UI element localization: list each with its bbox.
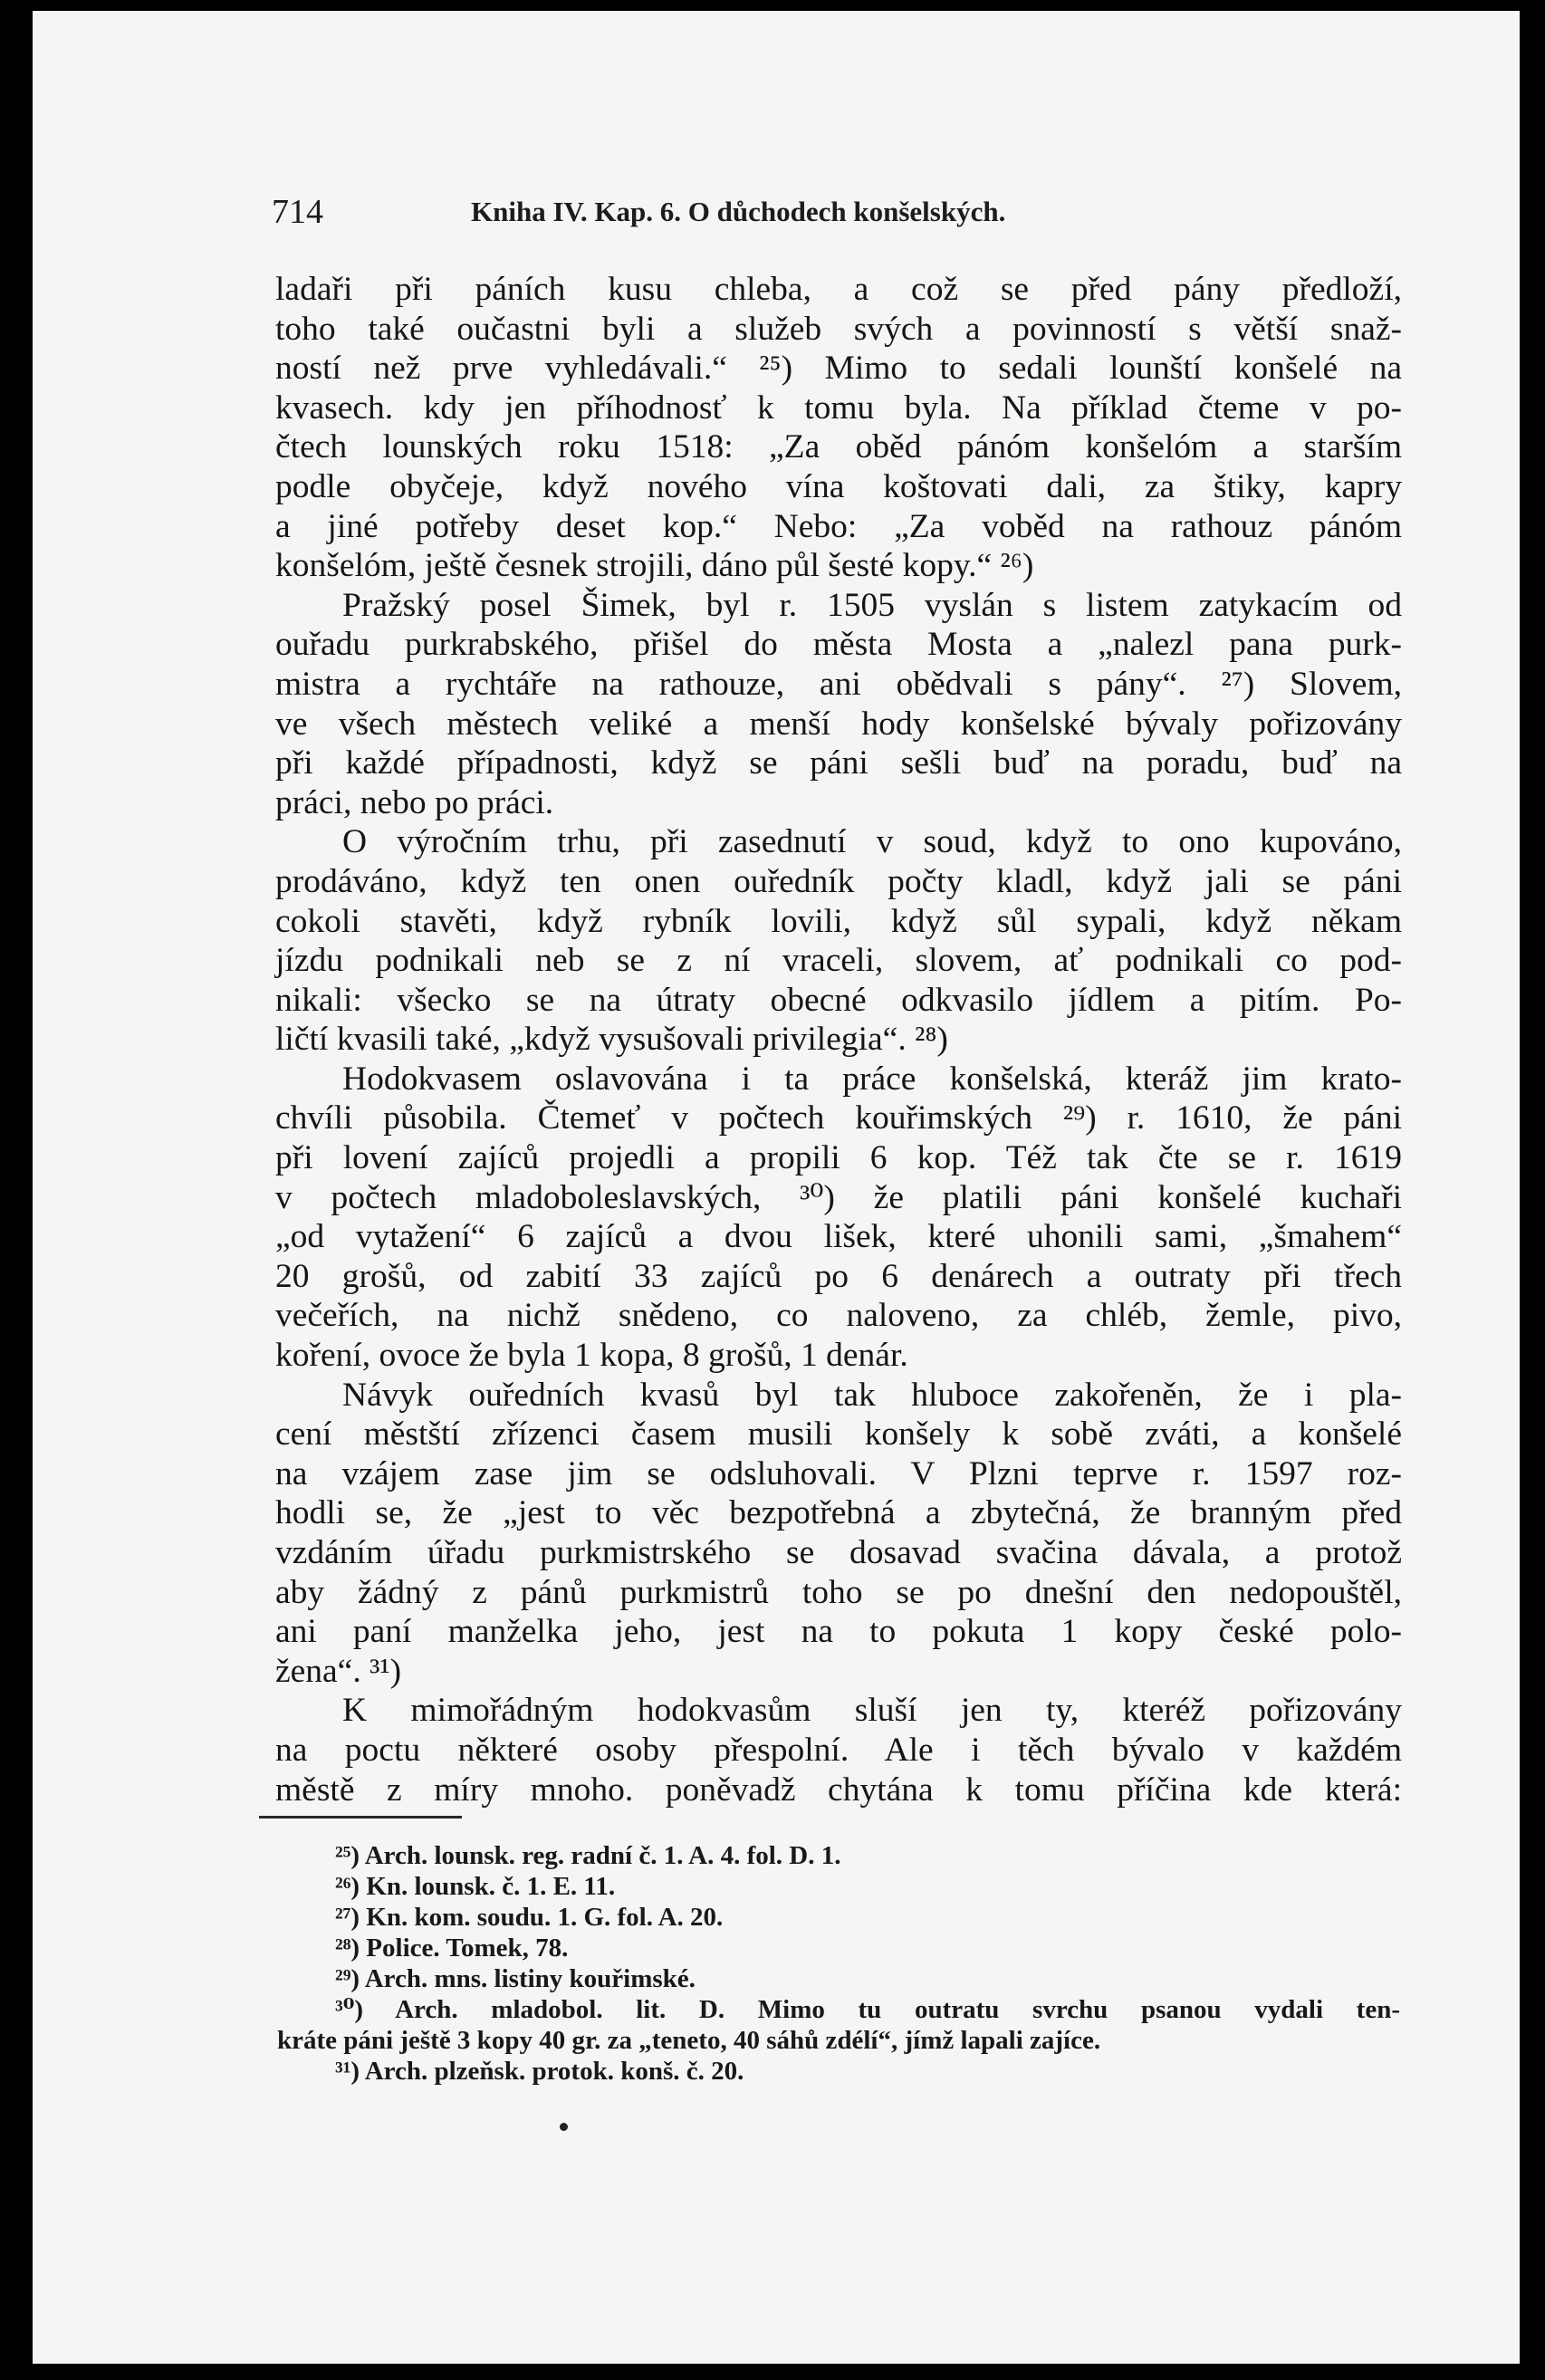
footnotes — [277, 1840, 1400, 2087]
text-line: vzdáním úřadu purkmistrského se dosavad svačina dávala, a protož — [275, 1534, 1402, 1571]
footnote: ²⁶) Kn. lounsk. č. 1. E. 11. — [335, 1872, 616, 1901]
footnote: ²⁷) Kn. kom. soudu. 1. G. fol. A. 20. — [335, 1903, 724, 1932]
footnote: ²⁸) Police. Tomek, 78. — [335, 1934, 569, 1963]
text-line: koření, ovoce že byla 1 kopa, 8 grošů, 1 denár. — [275, 1337, 908, 1375]
text-line: mistra a rychtáře na rathouze, ani obědvali s pány“. ²⁷) Slovem, — [275, 665, 1402, 703]
text-line: v počtech mladoboleslavských, ³⁰) že platili páni konšelé kuchaři — [275, 1178, 1402, 1216]
text-line: ve všech městech veliké a menší hody konšelské bývaly pořizovány — [275, 705, 1402, 743]
text-line: K mimořádným hodokvasům sluší jen ty, kteréž pořizovány — [342, 1692, 1402, 1730]
text-line: jízdu podnikali neb se z ní vraceli, slovem, ať podnikali co pod- — [275, 942, 1402, 980]
text-line: Návyk ouředních kvasů byl tak hluboce zakořeněn, že i pla- — [342, 1376, 1402, 1414]
text-line: chvíli působila. Čtemeť v počtech kouřimských ²⁹) r. 1610, že páni — [275, 1099, 1402, 1137]
text-line: O výročním trhu, při zasednutí v soud, když to ono kupováno, — [342, 823, 1402, 861]
text-line: ličtí kvasili také, „když vysušovali privilegia“. ²⁸) — [275, 1021, 948, 1059]
footnote: ³⁰) Arch. mladobol. lit. D. Mimo tu outratu svrchu psanou vydali ten- — [335, 1995, 1400, 2024]
text-line: na vzájem zase jim se odsluhovali. V Plzni teprve r. 1597 roz- — [275, 1454, 1402, 1492]
text-line: nikali: všecko se na útraty obecné odkvasilo jídlem a pitím. Po- — [275, 981, 1402, 1019]
text-line: hodli se, že „jest to věc bezpotřebná a zbytečná, že branným před — [275, 1494, 1402, 1532]
text-line: na poctu některé osoby přespolní. Ale i těch bývalo v každém — [275, 1731, 1402, 1769]
text-line: při lovení zajíců projedli a propili 6 kop. Též tak čte se r. 1619 — [275, 1139, 1402, 1177]
page — [33, 11, 1520, 2364]
text-line: konšelóm, ještě česnek strojili, dáno půl šesté kopy.“ ²⁶) — [275, 547, 1034, 585]
footnote: ²⁹) Arch. mns. listiny kouřimské. — [335, 1964, 696, 1993]
text-line: ouřadu purkrabského, přišel do města Mosta a „nalezl pana purk- — [275, 626, 1402, 664]
text-line: aby žádný z pánů purkmistrů toho se po dnešní den nedopouštěl, — [275, 1573, 1402, 1611]
text-line: městě z míry mnoho. poněvadž chytána k tomu příčina kde která: — [275, 1771, 1402, 1809]
text-line: toho také oučastni byli a služeb svých a povinností s větší snaž- — [275, 310, 1402, 348]
body-text — [275, 270, 1402, 1809]
text-line: večeřích, na nichž snědeno, co naloveno, za chléb, žemle, pivo, — [275, 1297, 1402, 1335]
text-line: Hodokvasem oslavována i ta práce konšelská, kteráž jim krato- — [342, 1060, 1402, 1098]
footnote-divider — [259, 1816, 462, 1819]
text-line: podle obyčeje, když nového vína koštovati dali, za štiky, kapry — [275, 467, 1402, 505]
text-line: ladaři při páních kusu chleba, a což se před pány předloží, — [275, 271, 1402, 308]
text-line: při každé případnosti, když se páni sešli buď na poradu, buď na — [275, 744, 1402, 782]
text-line: ani paní manželka jeho, jest na to pokuta 1 kopy české polo- — [275, 1613, 1402, 1651]
text-line: kvasech. kdy jen příhodnosť k tomu byla. Na příklad čteme v po- — [275, 389, 1402, 427]
text-line: Pražský posel Šimek, byl r. 1505 vyslán s listem zatykacím od — [342, 586, 1402, 624]
chapter-title: Kniha IV. Kap. 6. O důchodech konšelských. — [471, 196, 1006, 227]
footnote: ²⁵) Arch. lounsk. reg. radní č. 1. A. 4. fol. D. 1. — [335, 1841, 841, 1870]
text-line: cokoli stavěti, když rybník lovili, když sůl sypali, když někam — [275, 902, 1402, 940]
text-line: čtech lounských roku 1518: „Za oběd pánóm konšelóm a starším — [275, 428, 1402, 466]
ink-speck — [560, 2123, 568, 2131]
text-line: a jiné potřeby deset kop.“ Nebo: „Za voběd na rathouz pánóm — [275, 507, 1402, 545]
text-line: prodáváno, když ten onen ouředník počty kladl, když jali se páni — [275, 862, 1402, 900]
text-line: 20 grošů, od zabití 33 zajíců po 6 denárech a outraty při třech — [275, 1257, 1402, 1295]
text-line: cení městští zřízenci časem musili konšely k sobě zváti, a konšelé — [275, 1416, 1402, 1454]
text-line: žena“. ³¹) — [275, 1652, 402, 1690]
text-line: ností než prve vyhledávali.“ ²⁵) Mimo to sedali lounští konšelé na — [275, 350, 1402, 388]
text-line: „od vytažení“ 6 zajíců a dvou lišek, které uhonili sami, „šmahem“ — [275, 1218, 1402, 1256]
footnote: kráte páni ještě 3 kopy 40 gr. za „teneto, 40 sáhů zdélí“, jímž lapali zajíce. — [277, 2026, 1101, 2055]
page-number: 714 — [272, 193, 323, 231]
footnote: ³¹) Arch. plzeňsk. protok. konš. č. 20. — [335, 2057, 744, 2086]
text-line: práci, nebo po práci. — [275, 783, 554, 821]
